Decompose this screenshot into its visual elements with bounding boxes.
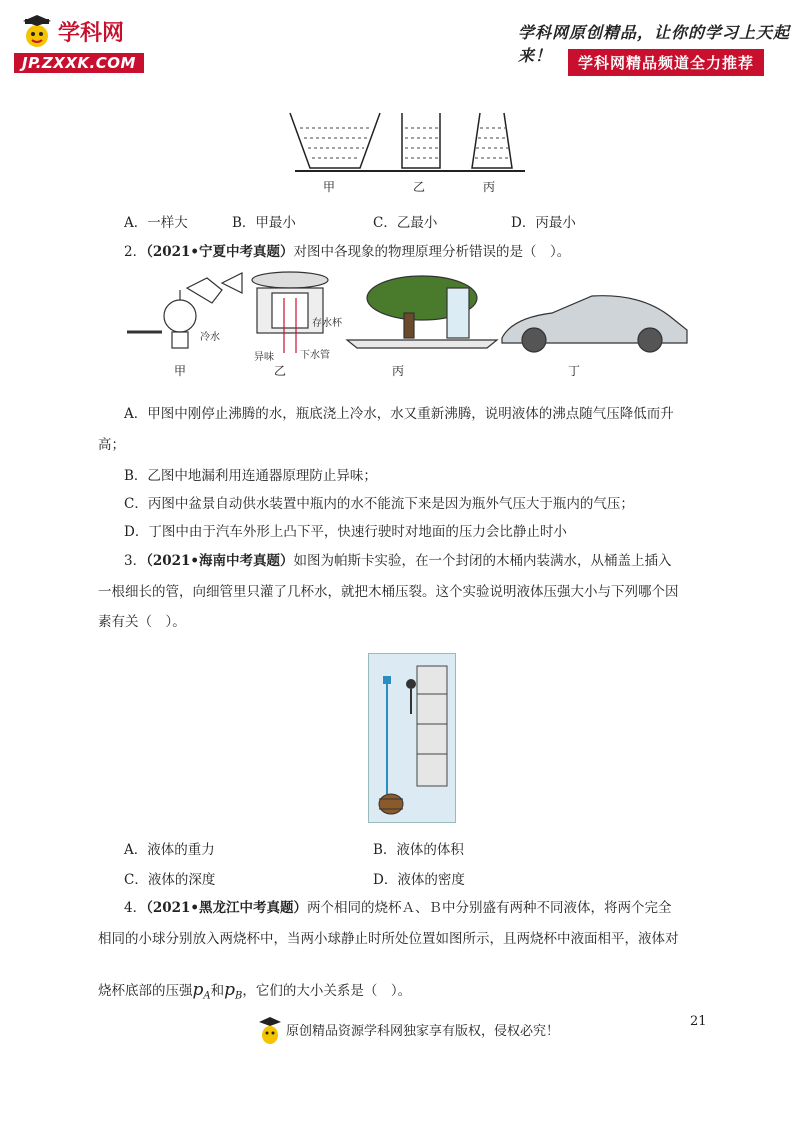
q2-label-jia: 甲: [174, 364, 187, 378]
q2-stem-text: 对图中各现象的物理原理分析错误的是（ ）。: [293, 244, 571, 260]
q3-stem-text: 如图为帕斯卡实验，在一个封闭的木桶内装满水，从桶盖上插入: [293, 553, 672, 569]
q2-figure: [122, 268, 692, 383]
annotation-drain-pipe: 下水管: [300, 350, 330, 361]
q3-option-d: D．液体的密度: [373, 872, 465, 888]
pa-symbol: p: [192, 980, 204, 1000]
q4-stem-line3: [98, 980, 411, 1007]
slogan: 学科网原创精品，让你的学习上天起来！: [518, 23, 791, 65]
q2-option-c: C．丙图中盆景自动供水装置中瓶内的水不能流下来是因为瓶外气压大于瓶内的气压；: [124, 496, 634, 512]
footer: [258, 1016, 598, 1052]
footer-mascot-icon: [258, 1016, 282, 1046]
annotation-cold-water: 冷水: [200, 332, 220, 343]
q2-label-ding: 丁: [568, 364, 581, 378]
pascal-barrel-illustration: [369, 654, 455, 822]
logo-name: 学科网: [58, 21, 125, 46]
q4-stem-text: 两个相同的烧杯Ａ、Ｂ中分别盛有两种不同液体，将两个完全: [307, 900, 672, 916]
q2-label-bing: 丙: [392, 364, 405, 378]
q2-source: （2021•宁夏中考真题）: [146, 244, 294, 260]
q3-stem-line1: [124, 551, 672, 571]
containers-diagram: [280, 108, 540, 198]
q2-option-b: B．乙图中地漏利用连通器原理防止异味；: [124, 468, 377, 484]
header: [0, 0, 800, 80]
q2-option-d: D．丁图中由于汽车外形上凸下平，快速行驶时对地面的压力会比静止时小: [124, 524, 567, 540]
q1-figure: [280, 108, 540, 198]
q1-option-b: B．甲最小: [232, 215, 296, 231]
q3-source: （2021•海南中考真题）: [146, 553, 294, 569]
q1-label-yi: 乙: [413, 180, 426, 194]
q4-stem-post: ，它们的大小关系是（ ）。: [242, 983, 412, 999]
logo-url: JP.ZXXK.COM: [14, 53, 144, 73]
q2-label-yi: 乙: [274, 364, 287, 378]
q2-illustrations: [122, 268, 692, 358]
annotation-storage-cup: 存水杯: [312, 318, 342, 329]
q3-figure: [368, 653, 456, 823]
q3-option-a: A．液体的重力: [124, 842, 215, 858]
q3-number: 3．: [124, 553, 147, 569]
q2-number: 2．: [124, 244, 147, 260]
q3-stem-line3: 素有关（ ）。: [98, 614, 186, 630]
page-number: 21: [690, 1014, 707, 1029]
annotation-odor: 异味: [254, 352, 274, 363]
q3-option-b: B．液体的体积: [373, 842, 464, 858]
q2-stem: [124, 242, 570, 262]
q4-stem-pre: 烧杯底部的压强: [98, 983, 193, 999]
q4-stem-line1: [124, 898, 672, 918]
q1-option-d: D．丙最小: [511, 215, 576, 231]
pa-subscript: A: [203, 990, 211, 1002]
q3-option-c: C．液体的深度: [124, 872, 216, 888]
q4-and: 和: [210, 983, 225, 999]
pb-symbol: p: [224, 980, 236, 1000]
pb-subscript: B: [235, 990, 243, 1002]
q1-label-jia: 甲: [323, 180, 336, 194]
logo-mascot-icon: [20, 14, 54, 48]
q2-option-a-line2: 高；: [98, 437, 125, 453]
banner: 学科网精品频道全力推荐: [568, 49, 764, 76]
q4-source: （2021•黑龙江中考真题）: [146, 900, 308, 916]
q2-option-a-line1: A．甲图中刚停止沸腾的水，瓶底浇上冷水，水又重新沸腾，说明液体的沸点随气压降低而升: [124, 406, 674, 422]
q1-label-bing: 丙: [483, 180, 496, 194]
q3-stem-line2: 一根细长的管，向细管里只灌了几杯水，就把木桶压裂。这个实验说明液体压强大小与下列哪个因: [98, 584, 679, 600]
q1-option-c: C．乙最小: [373, 215, 438, 231]
q4-stem-line2: 相同的小球分别放入两烧杯中，当两小球静止时所处位置如图所示，且两烧杯中液面相平，液体对: [98, 931, 679, 947]
q1-option-a: A．一样大: [124, 215, 188, 231]
q4-number: 4．: [124, 900, 147, 916]
footer-copyright: 原创精品资源学科网独家享有版权，侵权必究！: [286, 1024, 560, 1039]
